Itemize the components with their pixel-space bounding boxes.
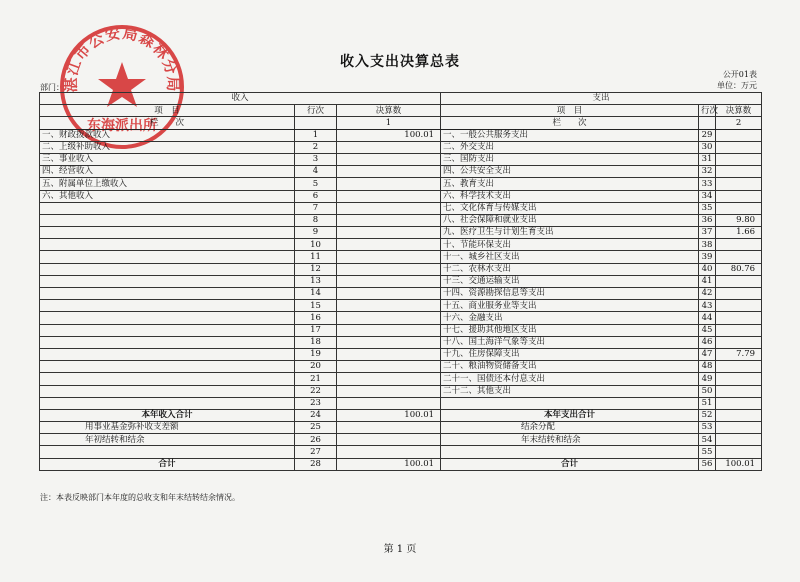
income-line-no: 10 xyxy=(295,239,337,251)
expense-amount xyxy=(716,409,762,421)
income-amount xyxy=(337,361,441,373)
income-header: 收入 xyxy=(40,93,441,105)
table-row xyxy=(40,251,762,263)
table-row xyxy=(40,227,762,239)
income-summary-item: 本年收入合计 xyxy=(40,409,295,421)
income-amount xyxy=(337,434,441,446)
summary-row xyxy=(40,434,762,446)
page-number: 第 1 页 xyxy=(383,544,417,555)
expense-line-no: 56 xyxy=(699,458,716,470)
income-line-no: 4 xyxy=(295,166,337,178)
table-row xyxy=(40,336,762,348)
expense-line-no: 36 xyxy=(699,214,716,226)
income-line-no: 20 xyxy=(295,361,337,373)
income-item xyxy=(40,263,295,275)
table-row xyxy=(40,129,762,141)
income-amount xyxy=(337,141,441,153)
expense-line-no: 45 xyxy=(699,324,716,336)
income-amount xyxy=(337,348,441,360)
income-item xyxy=(40,214,295,226)
income-amount xyxy=(337,300,441,312)
income-item xyxy=(40,300,295,312)
expense-item: 七、文化体育与传媒支出 xyxy=(441,202,699,214)
income-item: 四、经营收入 xyxy=(40,166,295,178)
page-title: 收入支出决算总表 xyxy=(340,54,460,70)
expense-amount xyxy=(716,239,762,251)
income-line-no: 19 xyxy=(295,348,337,360)
expense-item: 十一、城乡社区支出 xyxy=(441,251,699,263)
income-line-no: 17 xyxy=(295,324,337,336)
expense-line-no: 54 xyxy=(699,434,716,446)
income-item: 一、财政拨款收入 xyxy=(40,129,295,141)
expense-amount: 7.79 xyxy=(716,348,762,360)
expense-summary-item: 本年支出合计 xyxy=(441,409,699,421)
expense-line-no: 35 xyxy=(699,202,716,214)
income-amount xyxy=(337,275,441,287)
income-item xyxy=(40,348,295,360)
expense-item: 十二、农林水支出 xyxy=(441,263,699,275)
expense-summary-item: 年末结转和结余 xyxy=(441,434,699,446)
table-row xyxy=(40,312,762,324)
budget-table xyxy=(39,92,762,471)
income-summary-item: 年初结转和结余 xyxy=(40,434,295,446)
income-amount xyxy=(337,263,441,275)
expense-line-no: 42 xyxy=(699,288,716,300)
income-amount: 100.01 xyxy=(337,409,441,421)
expense-item: 五、教育支出 xyxy=(441,178,699,190)
table-row xyxy=(40,190,762,202)
header-row-1 xyxy=(40,93,762,105)
income-item: 二、上级补助收入 xyxy=(40,141,295,153)
expense-col-number: 2 xyxy=(716,117,762,129)
table-row xyxy=(40,239,762,251)
summary-row xyxy=(40,422,762,434)
income-item xyxy=(40,239,295,251)
expense-amount xyxy=(716,373,762,385)
expense-line-no: 49 xyxy=(699,373,716,385)
expense-amount xyxy=(716,141,762,153)
expense-amount xyxy=(716,190,762,202)
income-item xyxy=(40,275,295,287)
expense-amount xyxy=(716,166,762,178)
income-line-no: 16 xyxy=(295,312,337,324)
expense-item: 四、公共安全支出 xyxy=(441,166,699,178)
income-column-label: 栏 次 xyxy=(40,117,295,129)
income-amount xyxy=(337,153,441,165)
expense-header: 支出 xyxy=(441,93,762,105)
table-row xyxy=(40,202,762,214)
income-line-no: 2 xyxy=(295,141,337,153)
table-row xyxy=(40,214,762,226)
form-code: 公开01表 xyxy=(722,70,757,79)
expense-amount xyxy=(716,422,762,434)
expense-amount xyxy=(716,178,762,190)
table-row xyxy=(40,153,762,165)
income-item xyxy=(40,202,295,214)
income-amount xyxy=(337,397,441,409)
income-line-no: 5 xyxy=(295,178,337,190)
income-amount xyxy=(337,239,441,251)
income-amount: 100.01 xyxy=(337,129,441,141)
seal-text-top: 湛江市公安局森林分局 xyxy=(61,23,183,93)
income-item: 三、事业收入 xyxy=(40,153,295,165)
income-line-no: 14 xyxy=(295,288,337,300)
income-line-no: 1 xyxy=(295,129,337,141)
expense-line-no: 51 xyxy=(699,397,716,409)
department-label: 部门： xyxy=(40,83,64,92)
expense-line-no: 55 xyxy=(699,446,716,458)
income-summary-item xyxy=(40,446,295,458)
table-row xyxy=(40,141,762,153)
expense-item: 十五、商业服务业等支出 xyxy=(441,300,699,312)
income-item: 六、其他收入 xyxy=(40,190,295,202)
table-row xyxy=(40,275,762,287)
income-line-no: 23 xyxy=(295,397,337,409)
income-col-number: 1 xyxy=(337,117,441,129)
expense-line-no: 37 xyxy=(699,227,716,239)
seal-text-bottom: 东海派出所 xyxy=(87,118,157,134)
expense-item: 二十二、其他支出 xyxy=(441,385,699,397)
income-amount xyxy=(337,190,441,202)
expense-amount xyxy=(716,361,762,373)
expense-item: 二十、粮油物资储备支出 xyxy=(441,361,699,373)
table-row xyxy=(40,166,762,178)
expense-item: 十六、金融支出 xyxy=(441,312,699,324)
income-item xyxy=(40,227,295,239)
expense-amount xyxy=(716,324,762,336)
expense-item: 二十一、国债还本付息支出 xyxy=(441,373,699,385)
expense-line-no: 47 xyxy=(699,348,716,360)
expense-line-no: 41 xyxy=(699,275,716,287)
expense-item: 十七、援助其他地区支出 xyxy=(441,324,699,336)
income-item xyxy=(40,324,295,336)
table-row xyxy=(40,263,762,275)
header-row-2 xyxy=(40,105,762,117)
expense-amount xyxy=(716,300,762,312)
income-item xyxy=(40,336,295,348)
table-row xyxy=(40,385,762,397)
income-line-no: 15 xyxy=(295,300,337,312)
expense-line-no: 46 xyxy=(699,336,716,348)
expense-amount-header: 决算数 xyxy=(716,105,762,117)
expense-item-header: 项 目 xyxy=(441,105,699,117)
expense-item: 十、节能环保支出 xyxy=(441,239,699,251)
income-item xyxy=(40,288,295,300)
expense-line-header: 行次 xyxy=(699,105,716,117)
expense-item: 十四、资源勘探信息等支出 xyxy=(441,288,699,300)
income-line-no: 7 xyxy=(295,202,337,214)
expense-line-no: 50 xyxy=(699,385,716,397)
expense-summary-item xyxy=(441,446,699,458)
income-amount xyxy=(337,446,441,458)
income-amount xyxy=(337,324,441,336)
income-line-no: 21 xyxy=(295,373,337,385)
expense-item: 六、科学技术支出 xyxy=(441,190,699,202)
income-amount xyxy=(337,336,441,348)
header-row-3 xyxy=(40,117,762,129)
income-item xyxy=(40,397,295,409)
expense-item: 三、国防支出 xyxy=(441,153,699,165)
expense-line-no: 44 xyxy=(699,312,716,324)
expense-item: 二、外交支出 xyxy=(441,141,699,153)
expense-item: 十八、国土海洋气象等支出 xyxy=(441,336,699,348)
footnote: 注：本表反映部门本年度的总收支和年末结转结余情况。 xyxy=(40,493,240,502)
income-amount xyxy=(337,166,441,178)
income-amount xyxy=(337,214,441,226)
income-line-no: 13 xyxy=(295,275,337,287)
income-line-no: 8 xyxy=(295,214,337,226)
expense-amount xyxy=(716,288,762,300)
expense-item: 十三、交通运输支出 xyxy=(441,275,699,287)
expense-amount xyxy=(716,129,762,141)
income-item xyxy=(40,361,295,373)
income-line-no: 26 xyxy=(295,434,337,446)
income-line-no: 9 xyxy=(295,227,337,239)
summary-row xyxy=(40,446,762,458)
income-item: 五、附属单位上缴收入 xyxy=(40,178,295,190)
table-row xyxy=(40,397,762,409)
unit-label: 单位：万元 xyxy=(717,81,757,90)
income-line-no: 24 xyxy=(295,409,337,421)
expense-amount xyxy=(716,312,762,324)
expense-line-no: 39 xyxy=(699,251,716,263)
income-amount xyxy=(337,385,441,397)
table-row xyxy=(40,373,762,385)
expense-amount xyxy=(716,385,762,397)
expense-amount: 80.76 xyxy=(716,263,762,275)
table-row xyxy=(40,178,762,190)
table-row xyxy=(40,361,762,373)
expense-item xyxy=(441,397,699,409)
expense-line-no: 52 xyxy=(699,409,716,421)
expense-line-no: 34 xyxy=(699,190,716,202)
table-row xyxy=(40,324,762,336)
expense-line-no: 32 xyxy=(699,166,716,178)
expense-amount xyxy=(716,446,762,458)
income-amount xyxy=(337,178,441,190)
income-amount xyxy=(337,373,441,385)
expense-amount xyxy=(716,434,762,446)
income-line-no: 18 xyxy=(295,336,337,348)
income-amount xyxy=(337,251,441,263)
expense-amount xyxy=(716,275,762,287)
expense-item: 八、社会保障和就业支出 xyxy=(441,214,699,226)
income-amount xyxy=(337,202,441,214)
expense-line-no: 31 xyxy=(699,153,716,165)
expense-line-no: 38 xyxy=(699,239,716,251)
expense-column-label: 栏 次 xyxy=(441,117,699,129)
expense-amount: 100.01 xyxy=(716,458,762,470)
income-line-no: 6 xyxy=(295,190,337,202)
expense-line-no: 53 xyxy=(699,422,716,434)
expense-summary-item: 合计 xyxy=(441,458,699,470)
expense-summary-item: 结余分配 xyxy=(441,422,699,434)
income-line-no: 12 xyxy=(295,263,337,275)
expense-item: 九、医疗卫生与计划生育支出 xyxy=(441,227,699,239)
income-item xyxy=(40,385,295,397)
expense-amount xyxy=(716,251,762,263)
expense-line-no: 43 xyxy=(699,300,716,312)
table-row xyxy=(40,300,762,312)
table-row xyxy=(40,288,762,300)
income-line-no: 25 xyxy=(295,422,337,434)
expense-item: 一、一般公共服务支出 xyxy=(441,129,699,141)
summary-row xyxy=(40,409,762,421)
income-line-no: 3 xyxy=(295,153,337,165)
expense-line-no: 40 xyxy=(699,263,716,275)
income-amount xyxy=(337,312,441,324)
expense-item: 十九、住房保障支出 xyxy=(441,348,699,360)
income-line-header: 行次 xyxy=(295,105,337,117)
income-amount xyxy=(337,288,441,300)
income-item xyxy=(40,373,295,385)
expense-amount: 9.80 xyxy=(716,214,762,226)
expense-line-no: 29 xyxy=(699,129,716,141)
expense-amount: 1.66 xyxy=(716,227,762,239)
income-line-no: 11 xyxy=(295,251,337,263)
expense-line-no: 33 xyxy=(699,178,716,190)
income-line-no: 28 xyxy=(295,458,337,470)
expense-amount xyxy=(716,202,762,214)
expense-amount xyxy=(716,336,762,348)
expense-amount xyxy=(716,153,762,165)
income-item xyxy=(40,312,295,324)
income-item-header: 项 目 xyxy=(40,105,295,117)
expense-line-no: 48 xyxy=(699,361,716,373)
table-row xyxy=(40,348,762,360)
income-summary-item: 用事业基金弥补收支差额 xyxy=(40,422,295,434)
income-line-no: 27 xyxy=(295,446,337,458)
income-amount xyxy=(337,227,441,239)
income-item xyxy=(40,251,295,263)
income-amount: 100.01 xyxy=(337,458,441,470)
summary-row xyxy=(40,458,762,470)
income-line-no: 22 xyxy=(295,385,337,397)
income-summary-item: 合计 xyxy=(40,458,295,470)
income-amount xyxy=(337,422,441,434)
income-amount-header: 决算数 xyxy=(337,105,441,117)
expense-line-no: 30 xyxy=(699,141,716,153)
expense-amount xyxy=(716,397,762,409)
